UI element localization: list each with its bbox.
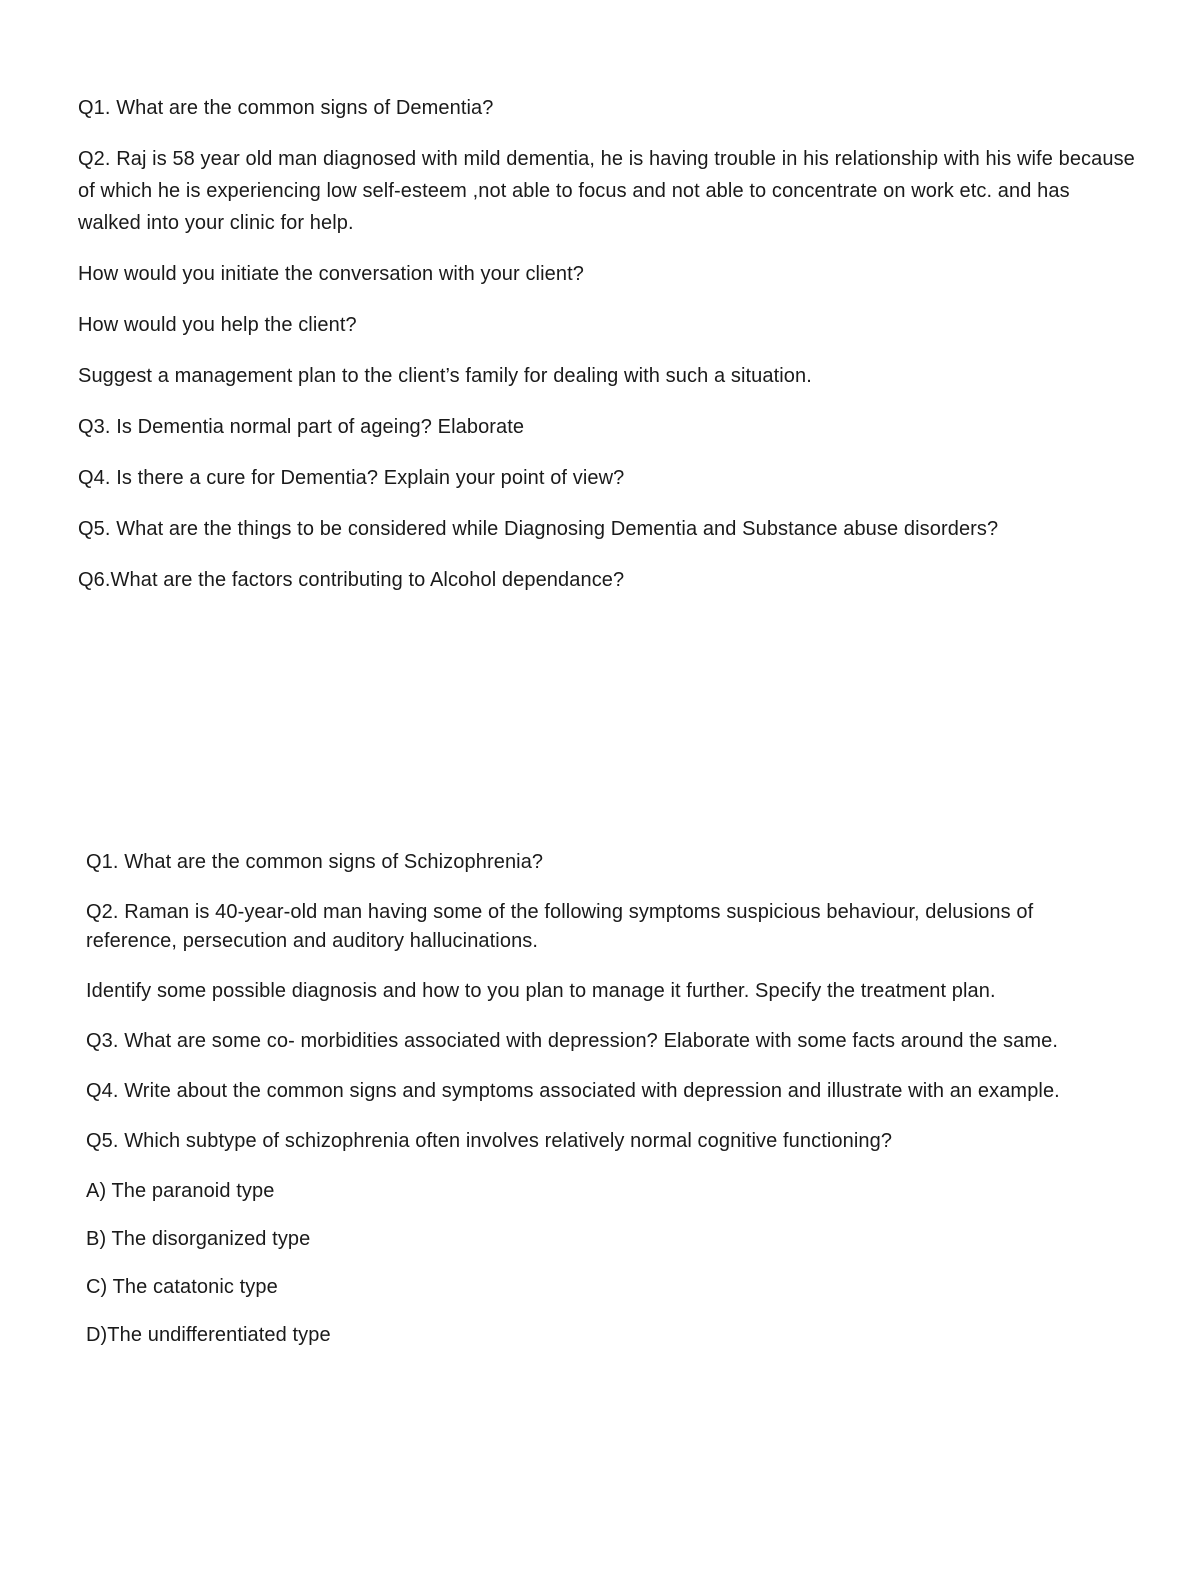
option-c: C) The catatonic type bbox=[86, 1276, 278, 1298]
schizophrenia-question-set bbox=[86, 848, 1106, 1369]
subquestion-help-client: How would you help the client? bbox=[78, 314, 357, 336]
question-q1-dementia: Q1. What are the common signs of Dementia? bbox=[78, 97, 494, 119]
question-q4-depression-signs: Q4. Write about the common signs and symptoms associated with depression and illustrate with an example. bbox=[86, 1080, 1060, 1102]
subquestion-initiate-conversation: How would you initiate the conversation with your client? bbox=[78, 263, 584, 285]
question-q3-comorbidities: Q3. What are some co- morbidities associated with depression? Elaborate with some facts around the same. bbox=[86, 1030, 1058, 1052]
subquestion-diagnosis-treatment: Identify some possible diagnosis and how to you plan to manage it further. Specify the treatment plan. bbox=[86, 980, 996, 1002]
question-q6-alcohol: Q6.What are the factors contributing to Alcohol dependance? bbox=[78, 569, 625, 591]
option-b: B) The disorganized type bbox=[86, 1228, 311, 1250]
subquestion-management-plan: Suggest a management plan to the client’s family for dealing with such a situation. bbox=[78, 365, 812, 387]
question-q2-raman-case: Q2. Raman is 40-year-old man having some of the following symptoms suspicious behaviour, delusions of reference, persecution and auditory hallucinations. bbox=[86, 901, 1034, 952]
question-q4-cure: Q4. Is there a cure for Dementia? Explain your point of view? bbox=[78, 467, 625, 489]
dementia-question-set bbox=[78, 92, 1138, 615]
option-d: D)The undifferentiated type bbox=[86, 1324, 331, 1346]
question-q3-ageing: Q3. Is Dementia normal part of ageing? Elaborate bbox=[78, 416, 525, 438]
option-a: A) The paranoid type bbox=[86, 1180, 275, 1202]
question-q1-schizophrenia: Q1. What are the common signs of Schizophrenia? bbox=[86, 851, 544, 873]
question-q5-subtype: Q5. Which subtype of schizophrenia often involves relatively normal cognitive functioning? bbox=[86, 1130, 893, 1152]
question-q2-raj-case: Q2. Raj is 58 year old man diagnosed with mild dementia, he is having trouble in his relationship with his wife because of which he is experiencing low self-esteem ,not able to focus and not able to concentrate on work etc. and has walked into your clinic for help. bbox=[78, 148, 1135, 234]
question-q5-diagnosing: Q5. What are the things to be considered while Diagnosing Dementia and Substance abuse disorders? bbox=[78, 518, 999, 540]
